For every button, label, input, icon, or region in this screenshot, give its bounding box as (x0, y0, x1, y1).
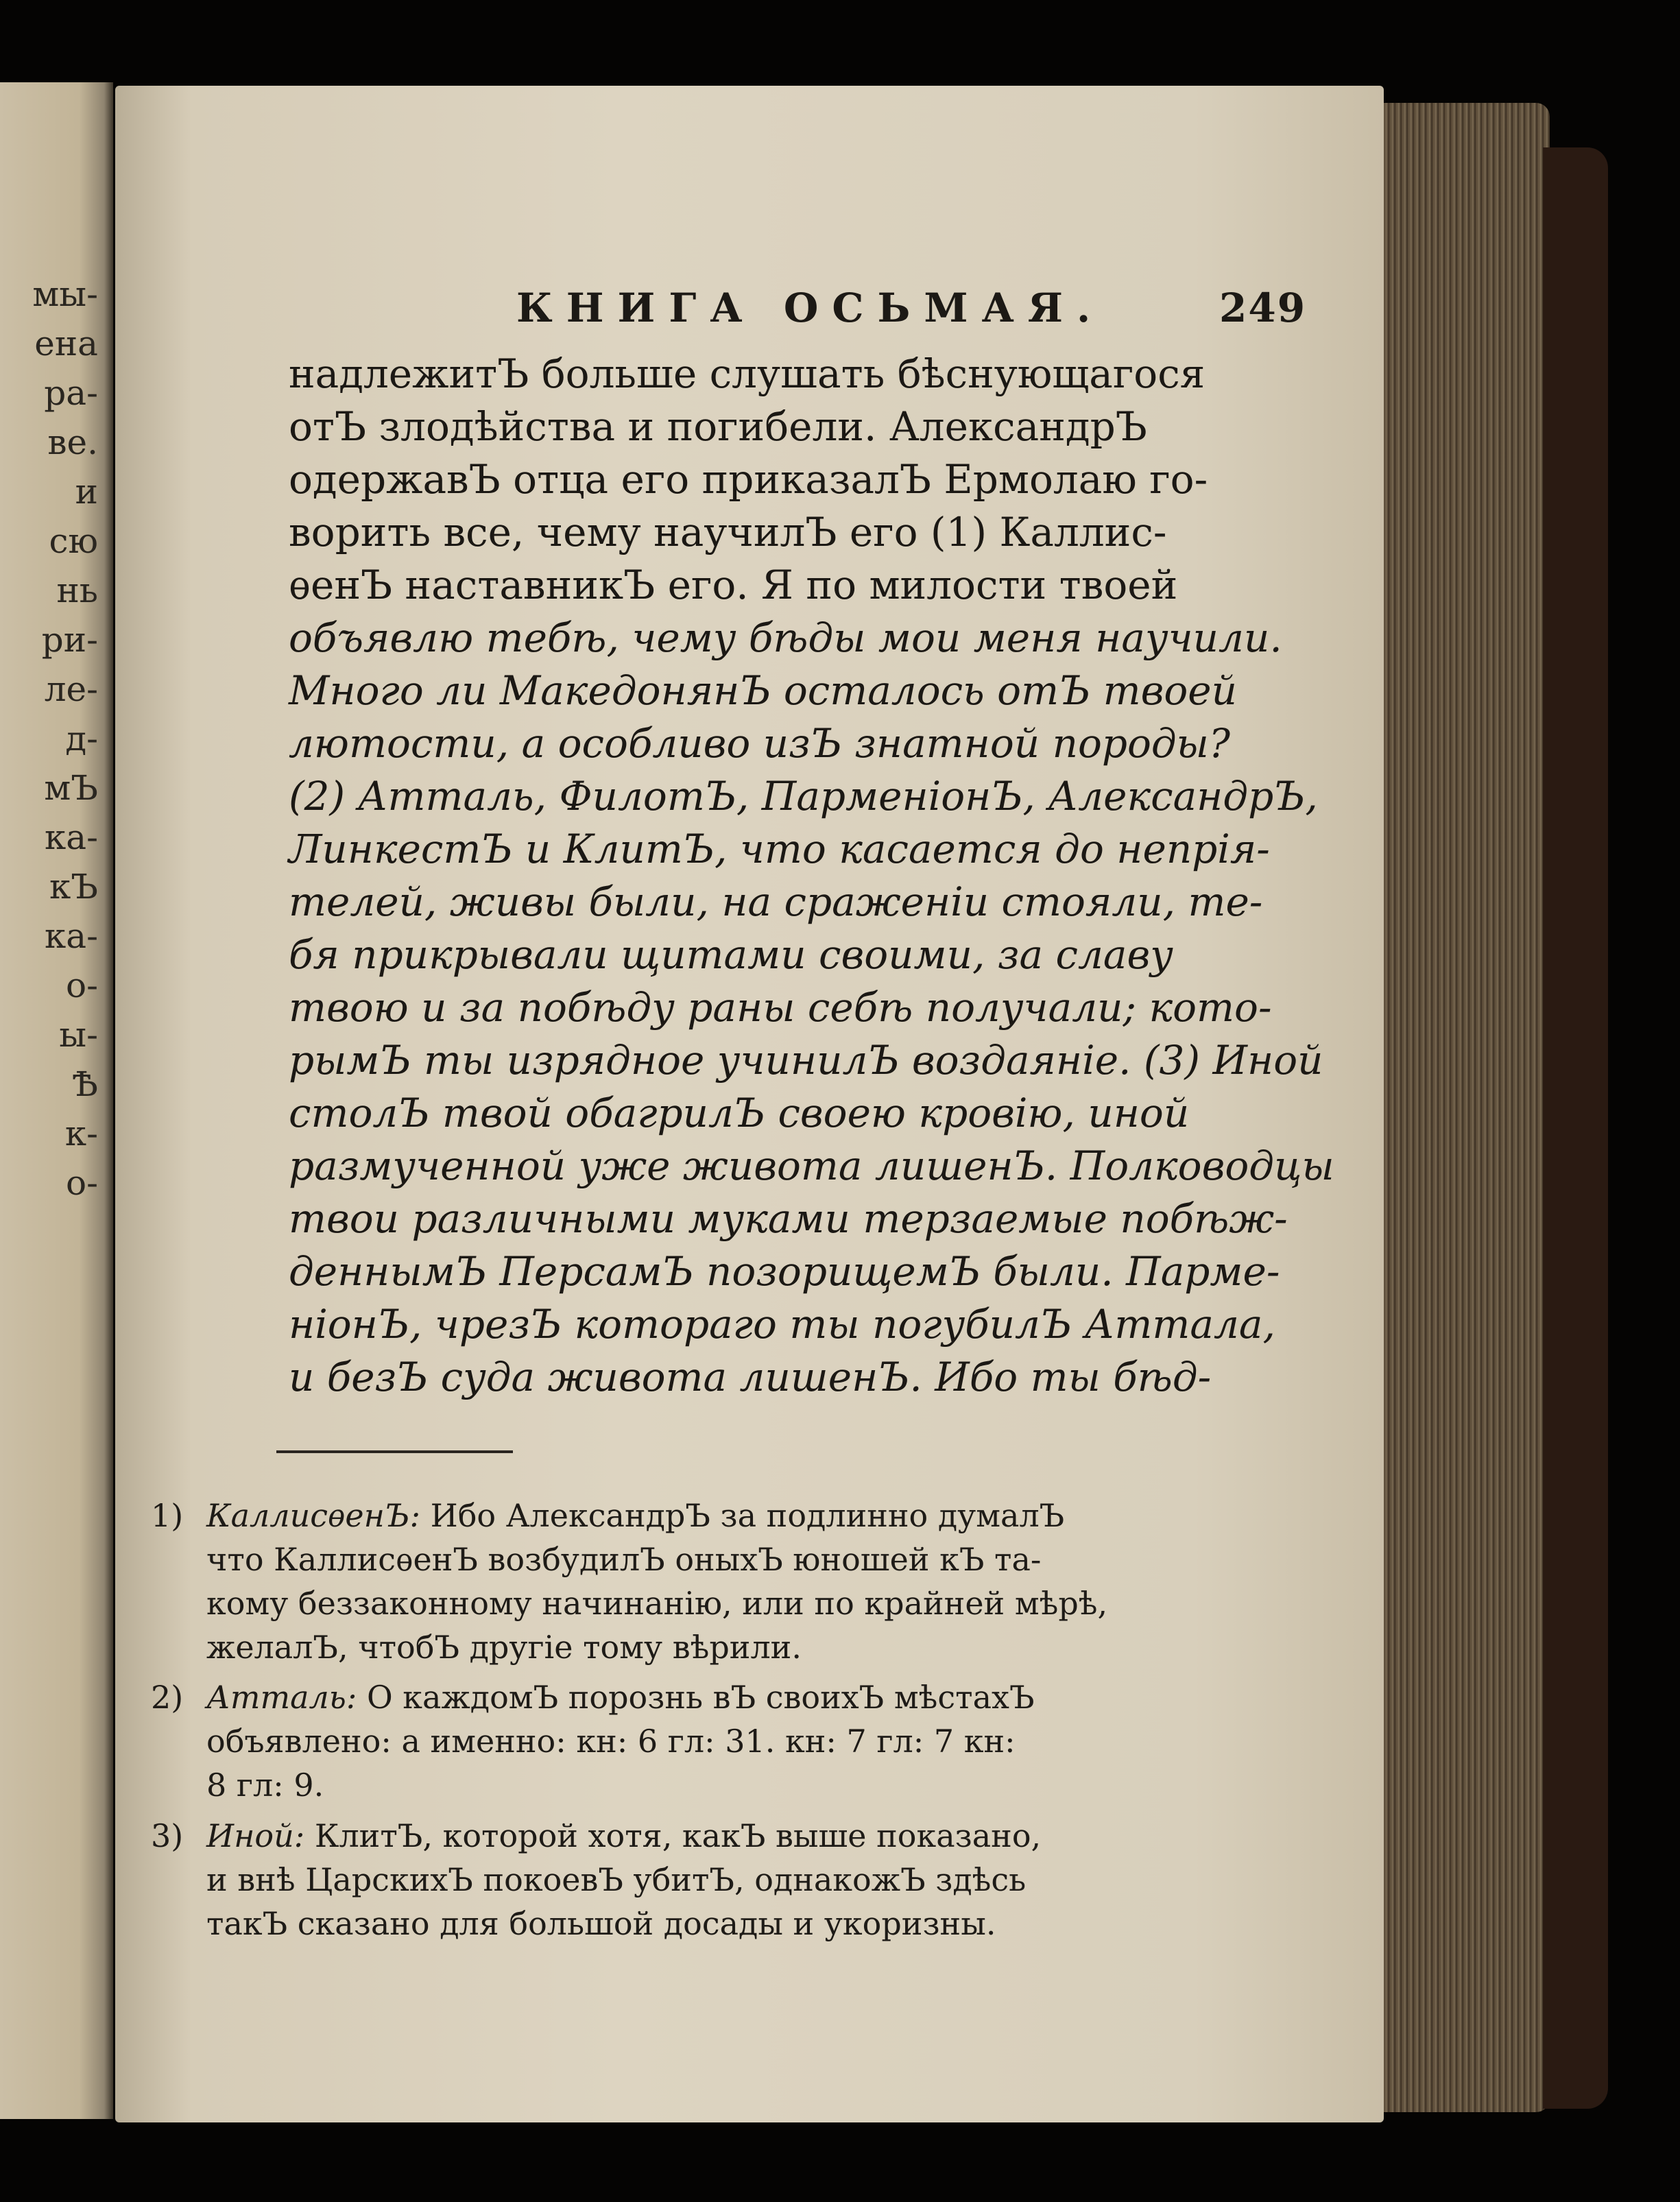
body-line: отЪ злодѣйства и погибели. АлександрЪ (289, 403, 1147, 450)
body-line: объявлю тебѣ, чему бѣды мои меня научили. (289, 614, 1282, 661)
left-page-fragment: д- (65, 719, 98, 758)
left-page-fragment: мЪ (44, 768, 98, 808)
footnote-line: объявлено: а именно: кн: 6 гл: 31. кн: 7 гл: 7 кн: (206, 1723, 1016, 1760)
body-line: одержавЪ отца его приказалЪ Ермолаю го- (289, 456, 1208, 503)
left-page-fragment: кЪ (49, 867, 98, 907)
footnote-text: Ибо АлександрЪ за подлинно думалЪ (430, 1497, 1065, 1534)
left-page-fragment: ка- (45, 817, 98, 857)
footnote-marker: 2) (151, 1679, 184, 1716)
footnote-marker: 1) (151, 1497, 184, 1534)
body-line: бя прикрывали щитами своими, за славу (289, 931, 1173, 978)
left-page-fragment: ра- (44, 373, 98, 413)
left-page-fragment: о- (66, 966, 98, 1005)
left-page-fragment: ена (34, 324, 98, 363)
footnote-line (206, 1495, 1064, 1536)
page-number: 249 (1219, 285, 1307, 331)
footnote-line: 8 гл: 9. (206, 1767, 324, 1804)
footnote-line: кому беззаконному начинанію, или по крайней мѣрѣ, (206, 1585, 1108, 1622)
body-line: ѳенЪ наставникЪ его. Я по милости твоей (289, 562, 1178, 608)
left-page-fragment: Ѣ (71, 1064, 98, 1104)
body-line: надлежитЪ больше слушать бѣснующагося (289, 350, 1205, 397)
body-line: твои различными муками терзаемые побѣж- (289, 1195, 1288, 1242)
footnote-divider (276, 1450, 513, 1453)
footnote-line (206, 1677, 1035, 1718)
body-line: твою и за побѣду раны себѣ получали; кото- (289, 984, 1272, 1031)
body-line: ЛинкестЪ и КлитЪ, что касается до непрія- (289, 826, 1270, 872)
body-line: Много ли МакедонянЪ осталось отЪ твоей (289, 667, 1237, 714)
left-page-fragment: и (75, 472, 98, 512)
body-line: и безЪ суда живота лишенЪ. Ибо ты бѣд- (289, 1354, 1212, 1400)
left-page-fragment: ве. (47, 422, 98, 462)
body-line: рымЪ ты изрядное учинилЪ воздаяніе. (3) Иной (289, 1037, 1323, 1084)
footnote-marker: 3) (151, 1817, 184, 1854)
body-line: столЪ твой обагрилЪ своею кровію, иной (289, 1090, 1190, 1136)
running-head: КНИГА ОСЬМАЯ. (516, 285, 1105, 331)
footnote-term: КаллисѳенЪ: (206, 1497, 420, 1534)
body-line: размученной уже живота лишенЪ. Полководцы (289, 1142, 1334, 1189)
left-page-fragment: к- (64, 1114, 98, 1153)
body-line: (2) Атталь, ФилотЪ, ПарменіонЪ, АлександрЪ, (289, 773, 1318, 819)
footnote-line (206, 1815, 1041, 1856)
footnote-term: Атталь: (206, 1679, 357, 1716)
left-page-fragment: ы- (59, 1015, 98, 1055)
footnote-term: Иной: (206, 1817, 305, 1854)
book-page (115, 86, 1384, 2122)
footnote-text: О каждомЪ порознь вЪ своихЪ мѣстахЪ (366, 1679, 1035, 1716)
footnote-line: и внѣ ЦарскихЪ покоевЪ убитЪ, однакожЪ здѣсь (206, 1861, 1027, 1898)
footnote-line: такЪ сказано для большой досады и укоризны. (206, 1905, 996, 1942)
body-line: лютости, а особливо изЪ знатной породы? (289, 720, 1230, 767)
left-page-fragment: ка- (45, 916, 98, 956)
left-facing-page (0, 82, 113, 2119)
left-page-fragment: о- (66, 1163, 98, 1203)
body-line: ніонЪ, чрезЪ котораго ты погубилЪ Аттала, (289, 1301, 1275, 1348)
left-page-fragment: нь (56, 571, 98, 610)
book-cover (1543, 147, 1608, 2109)
body-line: деннымЪ ПерсамЪ позорищемЪ были. Парме- (289, 1248, 1280, 1295)
left-page-fragment: ри- (41, 620, 98, 660)
footnote-text: КлитЪ, которой хотя, какЪ выше показано, (314, 1817, 1042, 1854)
footnote-line: что КаллисѳенЪ возбудилЪ оныхЪ юношей кЪ та- (206, 1541, 1042, 1578)
body-line: телей, живы были, на сраженіи стояли, те- (289, 878, 1263, 925)
left-page-fragment: ле- (44, 669, 98, 709)
page-edges (1378, 103, 1550, 2112)
left-page-fragment: мы- (32, 274, 98, 314)
footnote-line: желалЪ, чтобЪ другіе тому вѣрили. (206, 1629, 802, 1666)
body-line: ворить все, чему научилЪ его (1) Каллис- (289, 509, 1167, 555)
left-page-fragment: сю (49, 521, 98, 561)
